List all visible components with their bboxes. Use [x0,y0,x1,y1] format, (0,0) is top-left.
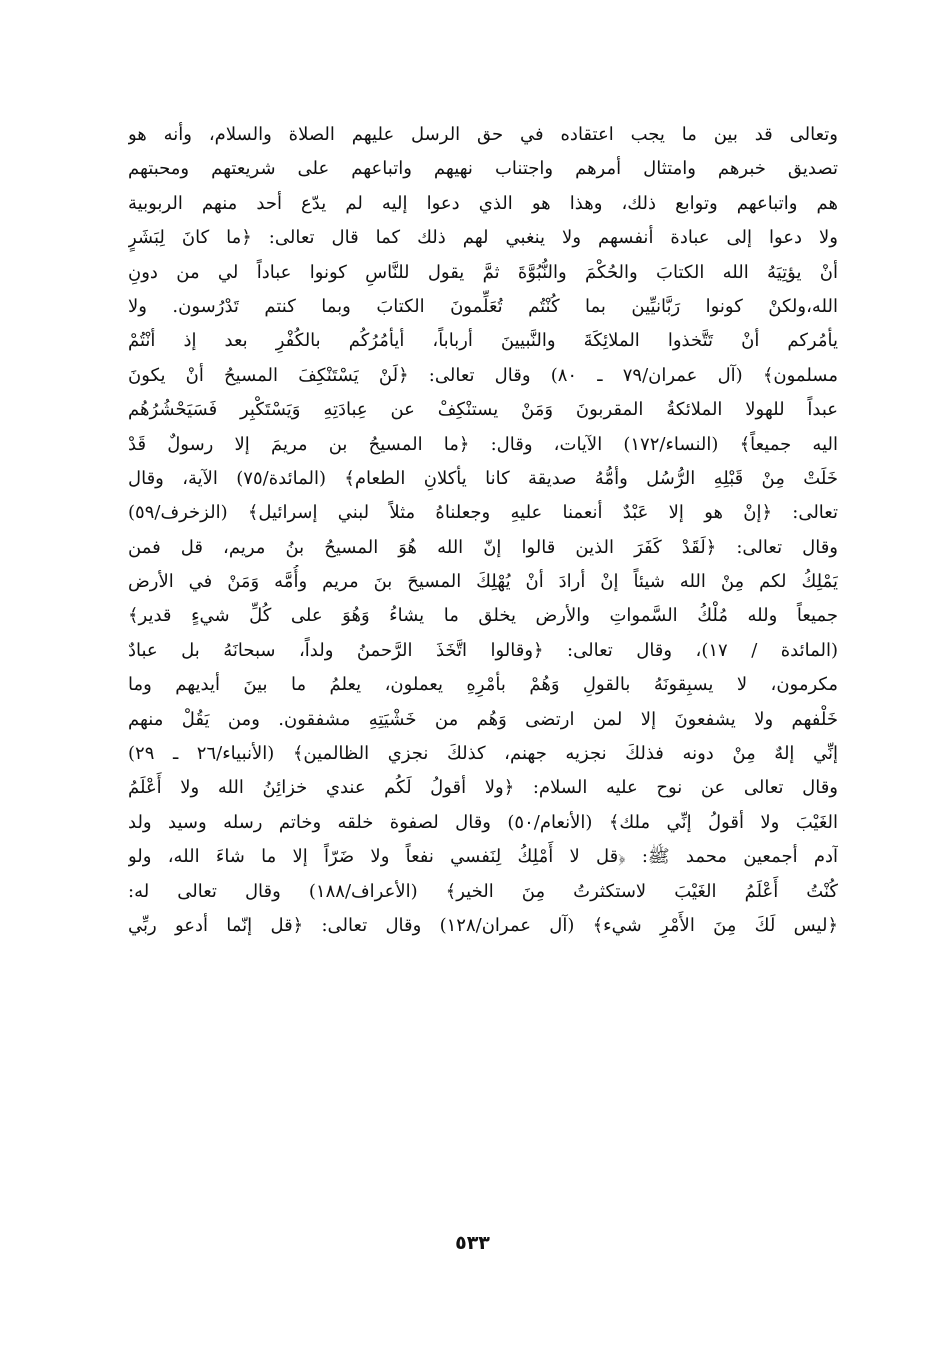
body-text [128,118,838,943]
text-line: عبداً للهولا الملائكةُ المقربونَ وَمَنْ يستنْكِفْ عن عِبادَتِهِ وَيَسْتَكْبِر فَسَيَحْشُرُهُم [128,399,838,421]
text-line: هم واتباعهم وتوابع ذلك، وهذا هو الذي دعوا إليه لم يدّع أحد منهم الربوبية [128,192,838,214]
text-line: مسلمون﴾ (آل عمران/٧٩ ـ ٨٠) وقال تعالى: ﴿لَنْ يَسْتَنْكِفَ المسيحُ أنْ يكونَ [128,364,838,386]
text-line: ﴿ليس لَكَ مِنَ الأَمْرِ شيء﴾ (آل عمران/١٢٨) وقال تعالى: ﴿قل إنّما أدعو ربِّي [128,914,838,936]
text-line: (المائدة / ١٧)، وقال تعالى: ﴿وقالوا اتَّخَذَ الرَّحمنُ ولداً، سبحانَهُ بل عبادٌ [128,639,838,661]
text-line: وقال تعالى: ﴿لَقَدْ كَفَرَ الذين قالوا إنّ الله هُوَ المسيحُ بنُ مريم، قل فمن [128,536,838,558]
text-line: وقال تعالى عن نوح عليه السلام: ﴿ولا أقولُ لَكُم عندي خزائِنُ الله ولا أَعْلَمُ [128,777,838,799]
text-line: أنْ يؤتِيَهُ الله الكتابَ والحُكْمَ والنُّبُوَّةَ ثمَّ يقول للنَّاسِ كونوا عباداً لي من دونِ [128,261,838,283]
page-number: ٥٣٣ [455,1232,490,1254]
text-line: الله،ولكنْ كونوا رَبَّانيِّين بما كُنْتُم تُعَلِّمونَ الكتابَ وبما كنتم تَدْرُسون. ولا [128,295,838,317]
text-line: يأمُركم أنْ تَتَّخذوا الملائِكَةَ والنَّبيينَ أرباباً، أيأمُرُكُم بالكُفْرِ بعد إذ أنْتُمْ [128,330,838,352]
text-line: تصديق خبرهم وامتثال أمرهم واجتناب نهيهم واتباعهم على شريعتهم ومحبتهم [128,158,838,180]
text-line: تعالى: ﴿إنْ هو إلا عَبْدٌ أنعمنا عليهِ وجعلناهُ مثلاً لبني إسرائيل﴾ (الزخرف/٥٩) [128,502,838,524]
text-line: وتعالى قد بين ما يجب اعتقاده في حق الرسل عليهم الصلاة والسلام، وأنه هو [128,124,838,145]
text-line: ولا دعوا إلى عبادة أنفسهم ولا ينغبي لهم ذلك كما قال تعالى: ﴿ما كانَ لِبَشَرٍ [128,227,838,249]
text-line: خَلَتْ مِنْ قَبْلِهِ الرُّسُل وأمُّهُ صديقة كانا يأكلانِ الطعام﴾ (المائدة/٧٥) الآية، وقال [128,467,838,489]
text-line: إنِّي إلهٌ مِنْ دونه فذلكَ نجزيه جهنم، كذلكَ نجزي الظالمين﴾ (الأنبياء/٢٦ ـ ٢٩) [128,743,838,765]
text-line: آدم أجمعين محمد ﷺ: ﴿قل لا أَمْلِكُ لِنَفسي نفعاً ولا ضَرّاً إلا ما شاءَ الله، ولو [128,846,838,868]
text-line: الغَيْبَ ولا أقولُ إنِّي ملك﴾ (الأنعام/٥٠) وقال لصفوة خلقه وخاتم رسله وسيد ولد [128,811,838,833]
text-line: اليه جميعاً﴾ (النساء/١٧٢) الآيات، وقال: ﴿ما المسيحُ بن مريمَ إلا رسولٌ قَدْ [128,433,838,455]
text-line: خَلْفهم ولا يشفعونَ إلا لمن ارتضى وَهُم من خَشْيَتِهِ مشفقون. ومن يَقُلْ منهم [128,708,838,730]
text-line: مكرمون، لا يسبِقونَهُ بالقولِ وَهُمْ بأمْرِهِ يعملون، يعلمُ ما بينَ أيديهم وما [128,674,838,696]
text-line: كُنْتُ أَعْلَمُ الغَيْبَ لاستكثرتُ مِنَ الخير﴾ (الأعراف/١٨٨) وقال تعالى له: [128,880,838,902]
text-line: يَمْلِكُ لكم مِنْ الله شيئاً إنْ أرادَ أنْ يُهْلِكَ المسيحَ بنَ مريم وأُمَّه وَمَنْ في الأرض [128,571,838,593]
text-line: جميعاً ولله مُلْكُ السَّمواتِ والأرض يخلق ما يشاءُ وَهُوَ على كُلِّ شيءٍ قدير﴾ [128,605,838,627]
